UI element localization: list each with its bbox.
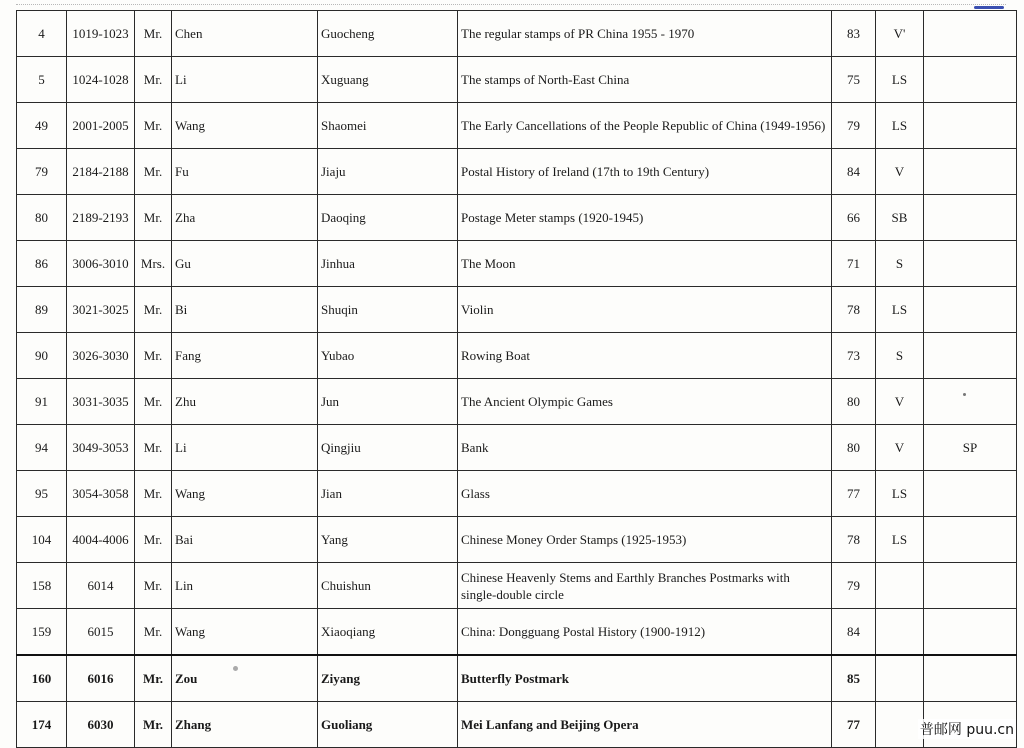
frame-numbers: 2184-2188 bbox=[67, 149, 135, 195]
points: 79 bbox=[832, 103, 876, 149]
exhibit-title: Postal History of Ireland (17th to 19th Century) bbox=[458, 149, 832, 195]
honorific: Mr. bbox=[135, 655, 172, 702]
honorific: Mr. bbox=[135, 287, 172, 333]
entry-number: 89 bbox=[17, 287, 67, 333]
exhibit-title: Postage Meter stamps (1920-1945) bbox=[458, 195, 832, 241]
entry-number: 91 bbox=[17, 379, 67, 425]
frame-numbers: 6016 bbox=[67, 655, 135, 702]
frame-numbers: 4004-4006 bbox=[67, 517, 135, 563]
table-body bbox=[17, 11, 1017, 748]
blue-pen-mark bbox=[974, 6, 1004, 9]
medal: V' bbox=[876, 11, 924, 57]
honorific: Mr. bbox=[135, 425, 172, 471]
medal: S bbox=[876, 333, 924, 379]
frame-numbers: 3049-3053 bbox=[67, 425, 135, 471]
exhibitor-last-name: Guocheng bbox=[318, 11, 458, 57]
exhibitor-first-name: Zhang bbox=[172, 702, 318, 748]
exhibitor-last-name: Jun bbox=[318, 379, 458, 425]
special-prize bbox=[924, 609, 1017, 656]
exhibit-title: The stamps of North-East China bbox=[458, 57, 832, 103]
exhibit-title: Chinese Money Order Stamps (1925-1953) bbox=[458, 517, 832, 563]
table-row bbox=[17, 609, 1017, 656]
exhibitor-last-name: Xiaoqiang bbox=[318, 609, 458, 656]
honorific: Mr. bbox=[135, 103, 172, 149]
frame-numbers: 6015 bbox=[67, 609, 135, 656]
points: 84 bbox=[832, 609, 876, 656]
points: 83 bbox=[832, 11, 876, 57]
frame-numbers: 2189-2193 bbox=[67, 195, 135, 241]
exhibit-title: Glass bbox=[458, 471, 832, 517]
exhibitor-first-name: Chen bbox=[172, 11, 318, 57]
points: 80 bbox=[832, 425, 876, 471]
frame-numbers: 1019-1023 bbox=[67, 11, 135, 57]
exhibit-title: Chinese Heavenly Stems and Earthly Branches Postmarks with single-double circle bbox=[458, 563, 832, 609]
entry-number: 159 bbox=[17, 609, 67, 656]
exhibitor-last-name: Jian bbox=[318, 471, 458, 517]
exhibitor-first-name: Zhu bbox=[172, 379, 318, 425]
honorific: Mr. bbox=[135, 609, 172, 656]
table-row bbox=[17, 149, 1017, 195]
exhibitor-first-name: Wang bbox=[172, 103, 318, 149]
medal: V bbox=[876, 379, 924, 425]
points: 85 bbox=[832, 655, 876, 702]
frame-numbers: 3031-3035 bbox=[67, 379, 135, 425]
page-top-rule bbox=[16, 4, 1006, 5]
entry-number: 160 bbox=[17, 655, 67, 702]
entry-number: 174 bbox=[17, 702, 67, 748]
special-prize bbox=[924, 333, 1017, 379]
exhibitor-first-name: Li bbox=[172, 57, 318, 103]
entry-number: 80 bbox=[17, 195, 67, 241]
exhibitor-last-name: Xuguang bbox=[318, 57, 458, 103]
table-row bbox=[17, 11, 1017, 57]
exhibitor-last-name: Shuqin bbox=[318, 287, 458, 333]
frame-numbers: 3026-3030 bbox=[67, 333, 135, 379]
exhibit-title: China: Dongguang Postal History (1900-1912) bbox=[458, 609, 832, 656]
points: 66 bbox=[832, 195, 876, 241]
exhibitor-last-name: Guoliang bbox=[318, 702, 458, 748]
special-prize bbox=[924, 379, 1017, 425]
table-row bbox=[17, 103, 1017, 149]
entry-number: 79 bbox=[17, 149, 67, 195]
exhibitor-last-name: Chuishun bbox=[318, 563, 458, 609]
honorific: Mr. bbox=[135, 333, 172, 379]
medal bbox=[876, 702, 924, 748]
medal: LS bbox=[876, 471, 924, 517]
points: 78 bbox=[832, 517, 876, 563]
honorific: Mr. bbox=[135, 517, 172, 563]
exhibitor-last-name: Yubao bbox=[318, 333, 458, 379]
frame-numbers: 3021-3025 bbox=[67, 287, 135, 333]
points: 75 bbox=[832, 57, 876, 103]
table-row bbox=[17, 471, 1017, 517]
honorific: Mr. bbox=[135, 702, 172, 748]
exhibitor-first-name: Li bbox=[172, 425, 318, 471]
entry-number: 95 bbox=[17, 471, 67, 517]
points: 73 bbox=[832, 333, 876, 379]
exhibit-title: Rowing Boat bbox=[458, 333, 832, 379]
frame-numbers: 2001-2005 bbox=[67, 103, 135, 149]
table-row bbox=[17, 702, 1017, 748]
honorific: Mr. bbox=[135, 57, 172, 103]
table-row bbox=[17, 333, 1017, 379]
exhibit-title: The Ancient Olympic Games bbox=[458, 379, 832, 425]
site-watermark: 普邮网 puu.cn bbox=[918, 719, 1016, 739]
special-prize bbox=[924, 195, 1017, 241]
medal bbox=[876, 563, 924, 609]
medal: V bbox=[876, 149, 924, 195]
exhibitor-first-name: Bai bbox=[172, 517, 318, 563]
medal: LS bbox=[876, 57, 924, 103]
exhibitor-last-name: Yang bbox=[318, 517, 458, 563]
points: 77 bbox=[832, 702, 876, 748]
exhibitor-first-name: Bi bbox=[172, 287, 318, 333]
points: 80 bbox=[832, 379, 876, 425]
entry-number: 86 bbox=[17, 241, 67, 287]
table-row bbox=[17, 655, 1017, 702]
special-prize bbox=[924, 287, 1017, 333]
exhibitor-last-name: Shaomei bbox=[318, 103, 458, 149]
table-row bbox=[17, 517, 1017, 563]
entry-number: 90 bbox=[17, 333, 67, 379]
table-row bbox=[17, 241, 1017, 287]
points: 77 bbox=[832, 471, 876, 517]
special-prize bbox=[924, 57, 1017, 103]
exhibitor-last-name: Ziyang bbox=[318, 655, 458, 702]
exhibit-title: Butterfly Postmark bbox=[458, 655, 832, 702]
exhibitor-last-name: Daoqing bbox=[318, 195, 458, 241]
honorific: Mr. bbox=[135, 471, 172, 517]
table-row bbox=[17, 379, 1017, 425]
special-prize bbox=[924, 517, 1017, 563]
exhibitor-first-name: Fu bbox=[172, 149, 318, 195]
exhibitor-first-name: Zha bbox=[172, 195, 318, 241]
exhibitor-first-name: Zou bbox=[172, 655, 318, 702]
entry-number: 49 bbox=[17, 103, 67, 149]
special-prize bbox=[924, 11, 1017, 57]
exhibit-title: The regular stamps of PR China 1955 - 1970 bbox=[458, 11, 832, 57]
honorific: Mr. bbox=[135, 379, 172, 425]
exhibit-title: The Early Cancellations of the People Republic of China (1949-1956) bbox=[458, 103, 832, 149]
honorific: Mrs. bbox=[135, 241, 172, 287]
medal bbox=[876, 609, 924, 656]
frame-numbers: 3006-3010 bbox=[67, 241, 135, 287]
special-prize bbox=[924, 563, 1017, 609]
special-prize bbox=[924, 149, 1017, 195]
honorific: Mr. bbox=[135, 195, 172, 241]
special-prize: SP bbox=[924, 425, 1017, 471]
entry-number: 5 bbox=[17, 57, 67, 103]
medal: V bbox=[876, 425, 924, 471]
table-row bbox=[17, 57, 1017, 103]
exhibitor-last-name: Jinhua bbox=[318, 241, 458, 287]
frame-numbers: 6030 bbox=[67, 702, 135, 748]
entry-number: 94 bbox=[17, 425, 67, 471]
medal: LS bbox=[876, 103, 924, 149]
points: 71 bbox=[832, 241, 876, 287]
exhibitor-first-name: Fang bbox=[172, 333, 318, 379]
exhibitor-first-name: Gu bbox=[172, 241, 318, 287]
medal bbox=[876, 655, 924, 702]
table-row bbox=[17, 195, 1017, 241]
exhibit-results-table bbox=[16, 10, 1017, 748]
points: 84 bbox=[832, 149, 876, 195]
entry-number: 104 bbox=[17, 517, 67, 563]
frame-numbers: 6014 bbox=[67, 563, 135, 609]
medal: LS bbox=[876, 287, 924, 333]
special-prize bbox=[924, 471, 1017, 517]
exhibitor-last-name: Qingjiu bbox=[318, 425, 458, 471]
frame-numbers: 3054-3058 bbox=[67, 471, 135, 517]
exhibitor-first-name: Lin bbox=[172, 563, 318, 609]
points: 78 bbox=[832, 287, 876, 333]
exhibit-title: Violin bbox=[458, 287, 832, 333]
points: 79 bbox=[832, 563, 876, 609]
scan-speck bbox=[233, 666, 238, 671]
entry-number: 158 bbox=[17, 563, 67, 609]
honorific: Mr. bbox=[135, 563, 172, 609]
special-prize bbox=[924, 241, 1017, 287]
exhibitor-first-name: Wang bbox=[172, 609, 318, 656]
medal: LS bbox=[876, 517, 924, 563]
medal: SB bbox=[876, 195, 924, 241]
table-row bbox=[17, 563, 1017, 609]
honorific: Mr. bbox=[135, 11, 172, 57]
table-row bbox=[17, 287, 1017, 333]
exhibit-title: Bank bbox=[458, 425, 832, 471]
special-prize bbox=[924, 655, 1017, 702]
special-prize bbox=[924, 103, 1017, 149]
entry-number: 4 bbox=[17, 11, 67, 57]
scan-speck bbox=[963, 393, 966, 396]
medal: S bbox=[876, 241, 924, 287]
exhibit-title: Mei Lanfang and Beijing Opera bbox=[458, 702, 832, 748]
table-row bbox=[17, 425, 1017, 471]
exhibitor-last-name: Jiaju bbox=[318, 149, 458, 195]
exhibit-title: The Moon bbox=[458, 241, 832, 287]
exhibitor-first-name: Wang bbox=[172, 471, 318, 517]
honorific: Mr. bbox=[135, 149, 172, 195]
frame-numbers: 1024-1028 bbox=[67, 57, 135, 103]
